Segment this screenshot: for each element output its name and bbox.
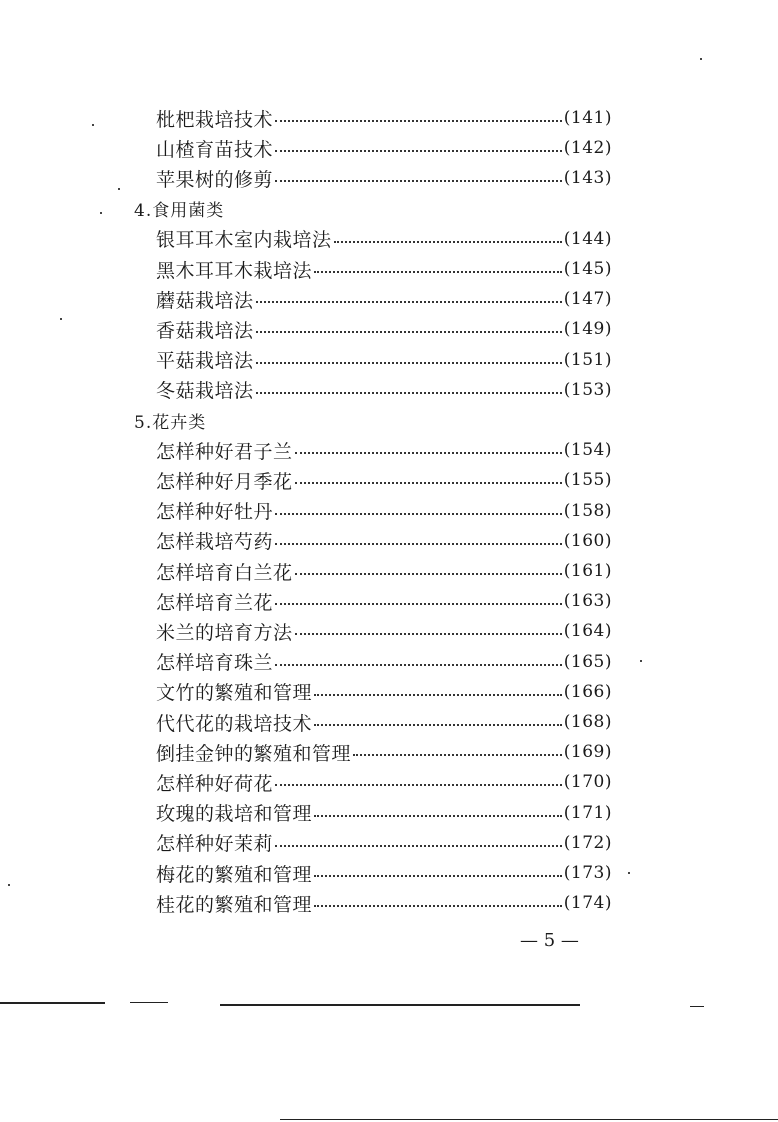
toc-entry-page: (172) xyxy=(563,832,612,853)
toc-entry[interactable] xyxy=(156,314,612,344)
toc-entry[interactable] xyxy=(156,103,612,133)
scan-artifact-line xyxy=(220,1004,580,1006)
dot-leader xyxy=(334,241,562,243)
scan-speck xyxy=(100,212,102,214)
toc-entry-page: (166) xyxy=(563,681,612,702)
toc-entry-page: (147) xyxy=(563,289,612,310)
toc-entry-page: (174) xyxy=(563,893,612,914)
toc-entry[interactable] xyxy=(156,858,612,888)
toc-entry-title: 平菇栽培法 xyxy=(156,350,254,373)
toc-entry[interactable] xyxy=(156,707,612,737)
toc-entry-title: 文竹的繁殖和管理 xyxy=(156,682,313,705)
scan-artifact-line xyxy=(0,1002,105,1004)
toc-entry[interactable] xyxy=(156,284,612,314)
toc-entry[interactable] xyxy=(156,526,612,556)
toc-entry[interactable] xyxy=(156,888,612,918)
dot-leader xyxy=(314,694,562,696)
dot-leader xyxy=(275,120,562,122)
dot-leader xyxy=(275,664,562,666)
dot-leader xyxy=(275,543,562,545)
section-heading: 4.食用菌类 xyxy=(134,201,225,222)
toc-entry[interactable] xyxy=(156,828,612,858)
page-number: — 5 — xyxy=(520,930,579,951)
toc-entry-page: (165) xyxy=(563,651,612,672)
dot-leader xyxy=(314,875,562,877)
dot-leader xyxy=(256,392,562,394)
scan-speck xyxy=(700,58,702,60)
toc-entry[interactable] xyxy=(156,767,612,797)
dot-leader xyxy=(256,362,562,364)
scan-speck xyxy=(60,318,62,320)
toc-entry-title: 米兰的培育方法 xyxy=(156,621,293,644)
scan-artifact-line xyxy=(690,1006,704,1007)
toc-entry-page: (145) xyxy=(563,259,612,279)
toc-entry[interactable] xyxy=(156,163,612,193)
toc-entry-page: (149) xyxy=(563,319,612,340)
toc-entry[interactable] xyxy=(156,798,612,828)
toc-entry[interactable] xyxy=(156,737,612,767)
toc-entry-title: 怎样种好月季花 xyxy=(156,470,293,493)
toc-entry[interactable] xyxy=(156,435,612,465)
toc-entry-title: 苹果树的修剪 xyxy=(156,168,274,191)
toc-entry[interactable] xyxy=(156,586,612,616)
toc-entry[interactable] xyxy=(156,616,612,646)
dot-leader xyxy=(256,331,562,333)
dot-leader xyxy=(275,180,562,182)
toc-entry-title: 冬菇栽培法 xyxy=(156,380,254,403)
toc-entry-page: (170) xyxy=(563,772,612,793)
toc-entry-title: 玫瑰的栽培和管理 xyxy=(156,803,313,826)
toc-entry-title: 枇杷栽培技术 xyxy=(156,108,274,131)
toc-entry-title: 香菇栽培法 xyxy=(156,319,254,342)
toc-entry-title: 怎样种好君子兰 xyxy=(156,440,293,463)
toc-entry-title: 怎样种好茉莉 xyxy=(156,833,274,856)
toc-entry-title: 怎样种好牡丹 xyxy=(156,501,274,524)
toc-entry-title: 山楂育苗技术 xyxy=(156,138,274,161)
scan-artifact-line xyxy=(280,1119,778,1120)
dot-leader xyxy=(295,633,562,635)
toc-entry[interactable] xyxy=(156,133,612,163)
toc-entry-page: (171) xyxy=(563,802,612,823)
toc-entry-page: (155) xyxy=(563,470,612,491)
toc-entry-page: (168) xyxy=(563,712,612,732)
toc-entry-title: 倒挂金钟的繁殖和管理 xyxy=(156,742,352,765)
toc-entry-page: (153) xyxy=(563,379,612,400)
toc-entry[interactable] xyxy=(156,224,612,254)
toc-entry-title: 蘑菇栽培法 xyxy=(156,289,254,312)
dot-leader xyxy=(275,150,562,152)
toc-entry-page: (173) xyxy=(563,863,612,883)
toc-entry-page: (151) xyxy=(563,349,612,370)
scan-speck xyxy=(628,872,630,874)
dot-leader xyxy=(295,452,562,454)
toc-entry-title: 怎样培育珠兰 xyxy=(156,652,274,675)
toc-entry-title: 怎样培育白兰花 xyxy=(156,561,293,584)
toc-entry-title: 怎样栽培芍药 xyxy=(156,531,274,554)
toc-entry-page: (158) xyxy=(563,500,612,521)
toc-entry-title: 梅花的繁殖和管理 xyxy=(156,863,313,886)
scan-artifact-line xyxy=(130,1002,168,1003)
dot-leader xyxy=(275,845,562,847)
toc-entry-page: (144) xyxy=(563,228,612,249)
toc-entry-title: 银耳耳木室内栽培法 xyxy=(156,229,332,252)
toc-entry-page: (164) xyxy=(563,621,612,642)
dot-leader xyxy=(314,815,562,817)
dot-leader xyxy=(314,724,562,726)
scan-speck xyxy=(118,188,120,190)
dot-leader xyxy=(314,905,562,907)
scan-speck xyxy=(8,884,10,886)
toc-entry[interactable] xyxy=(156,375,612,405)
toc-entry-page: (143) xyxy=(563,168,612,189)
toc-entry-page: (161) xyxy=(563,561,612,581)
toc-entry-title: 怎样培育兰花 xyxy=(156,591,274,614)
toc-entry-title: 怎样种好荷花 xyxy=(156,772,274,795)
dot-leader xyxy=(353,754,562,756)
toc-entry-page: (163) xyxy=(563,591,612,612)
toc-entry[interactable] xyxy=(156,345,612,375)
toc-entry-page: (142) xyxy=(563,138,612,159)
dot-leader xyxy=(295,482,562,484)
toc-entry[interactable] xyxy=(156,254,612,284)
toc-entry-page: (154) xyxy=(563,440,612,461)
toc-entry[interactable] xyxy=(156,496,612,526)
toc-entry[interactable] xyxy=(156,556,612,586)
toc-entry-title: 桂花的繁殖和管理 xyxy=(156,893,313,916)
toc-entry-page: (169) xyxy=(563,742,612,763)
toc-entry-page: (160) xyxy=(563,530,612,551)
dot-leader xyxy=(314,271,562,273)
toc-entry[interactable] xyxy=(156,465,612,495)
section-heading: 5.花卉类 xyxy=(134,412,207,433)
toc-entry-title: 黑木耳耳木栽培法 xyxy=(156,259,313,282)
dot-leader xyxy=(275,603,562,605)
toc-entry[interactable] xyxy=(156,647,612,677)
dot-leader xyxy=(256,301,562,303)
toc-entry-title: 代代花的栽培技术 xyxy=(156,712,313,735)
scan-speck xyxy=(640,660,642,662)
dot-leader xyxy=(295,573,562,575)
toc-entry[interactable] xyxy=(156,677,612,707)
dot-leader xyxy=(275,513,562,515)
scan-speck xyxy=(92,124,94,126)
toc-entry-page: (141) xyxy=(563,108,612,128)
dot-leader xyxy=(275,784,562,786)
